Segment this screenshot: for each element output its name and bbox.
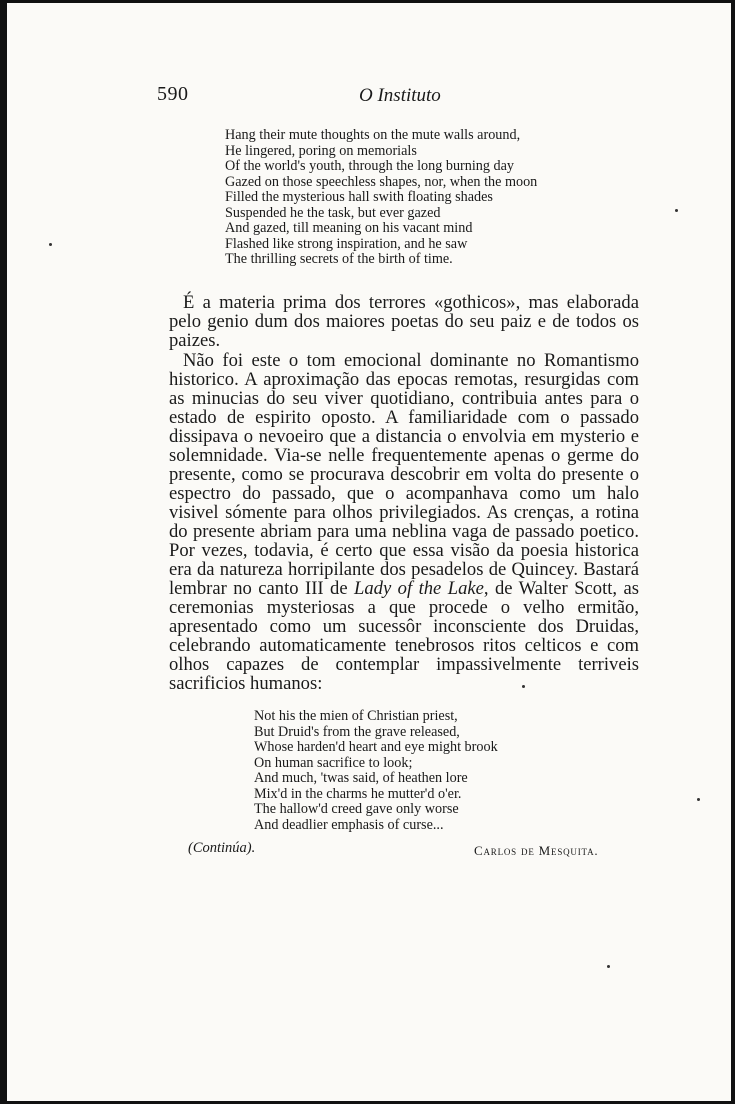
verse-line: He lingered, poring on memorials: [225, 142, 417, 159]
verse-line: The hallow'd creed gave only worse: [254, 801, 459, 817]
verse-line: Of the world's youth, through the long burning day: [225, 158, 515, 174]
verse-line: But Druid's from the grave released,: [254, 723, 460, 740]
verse-line: On human sacrifice to look;: [254, 754, 413, 771]
verse-quotation-shelley: [225, 128, 537, 268]
verse-line: And gazed, till meaning on his vacant mind: [225, 220, 473, 236]
paragraph: É a materia prima dos terrores «gothicos», mas elaborada pelo genio dum dos maiores poetas do seu paiz e de todos os paizes.: [169, 292, 639, 351]
verse-line: Whose harden'd heart and eye might brook: [254, 739, 498, 755]
verse-line: Suspended he the task, but ever gazed: [225, 204, 441, 221]
verse-quotation-scott: [254, 709, 498, 833]
body-text: [169, 293, 639, 693]
verse-line: Filled the mysterious hall swith floating shades: [225, 189, 493, 205]
paragraph: [169, 351, 639, 693]
print-speck: [675, 209, 678, 212]
author-signature: Carlos de Mesquita.: [474, 843, 599, 858]
verse-line: Hang their mute thoughts on the mute walls around,: [225, 127, 521, 143]
work-title: Lady of the Lake: [354, 578, 484, 599]
verse-line: Mix'd in the charms he mutter'd o'er.: [254, 785, 462, 802]
print-speck: [522, 685, 525, 688]
paragraph-text: , de Walter Scott, as ceremonias mysteriosas a que procede o velho ermitão, apresentado como um sucessôr inconsciente dos Druidas, celebrando automaticamente tenebrosos ritos celticos e com olhos capazes de contemplar impassivelmente terriveis sacrificios humanos:: [169, 578, 640, 694]
verse-line: The thrilling secrets of the birth of time.: [225, 251, 453, 267]
page-number: 590: [157, 83, 189, 105]
verse-line: And deadlier emphasis of curse...: [254, 816, 444, 833]
running-title: O Instituto: [359, 85, 441, 106]
verse-line: Flashed like strong inspiration, and he saw: [225, 235, 468, 252]
verse-line: And much, 'twas said, of heathen lore: [254, 770, 468, 786]
verse-line: Gazed on those speechless shapes, nor, when the moon: [225, 173, 538, 190]
print-speck: [697, 798, 700, 801]
paragraph-text: Não foi este o tom emocional dominante no Romantismo historico. A aproximação das epocas remotas, resurgidas com as minucias do seu viver quotidiano, contribuia antes para o estado de espirito oposto. A familiaridade com o passado dissipava o nevoeiro que a distancia o envolvia em mysterio e solemnidade. Via-se nelle frequentemente apenas o germe do presente, como se procurava descobrir em volta do presente o espectro do passado, que o acompanhava como um halo visivel sómente para olhos privilegiados. As crenças, a rotina do presente abriam para uma neblina vaga de passado poetico. Por vezes, todavia, é certo que essa visão da poesia historica era da natureza horripilante dos pesadelos de Quincey. Bastará lembrar no canto III de: [169, 350, 639, 599]
print-speck: [607, 965, 610, 968]
verse-line: Not his the mien of Christian priest,: [254, 708, 458, 724]
continuation-note: (Continúa).: [188, 840, 256, 856]
print-speck: [49, 243, 52, 246]
